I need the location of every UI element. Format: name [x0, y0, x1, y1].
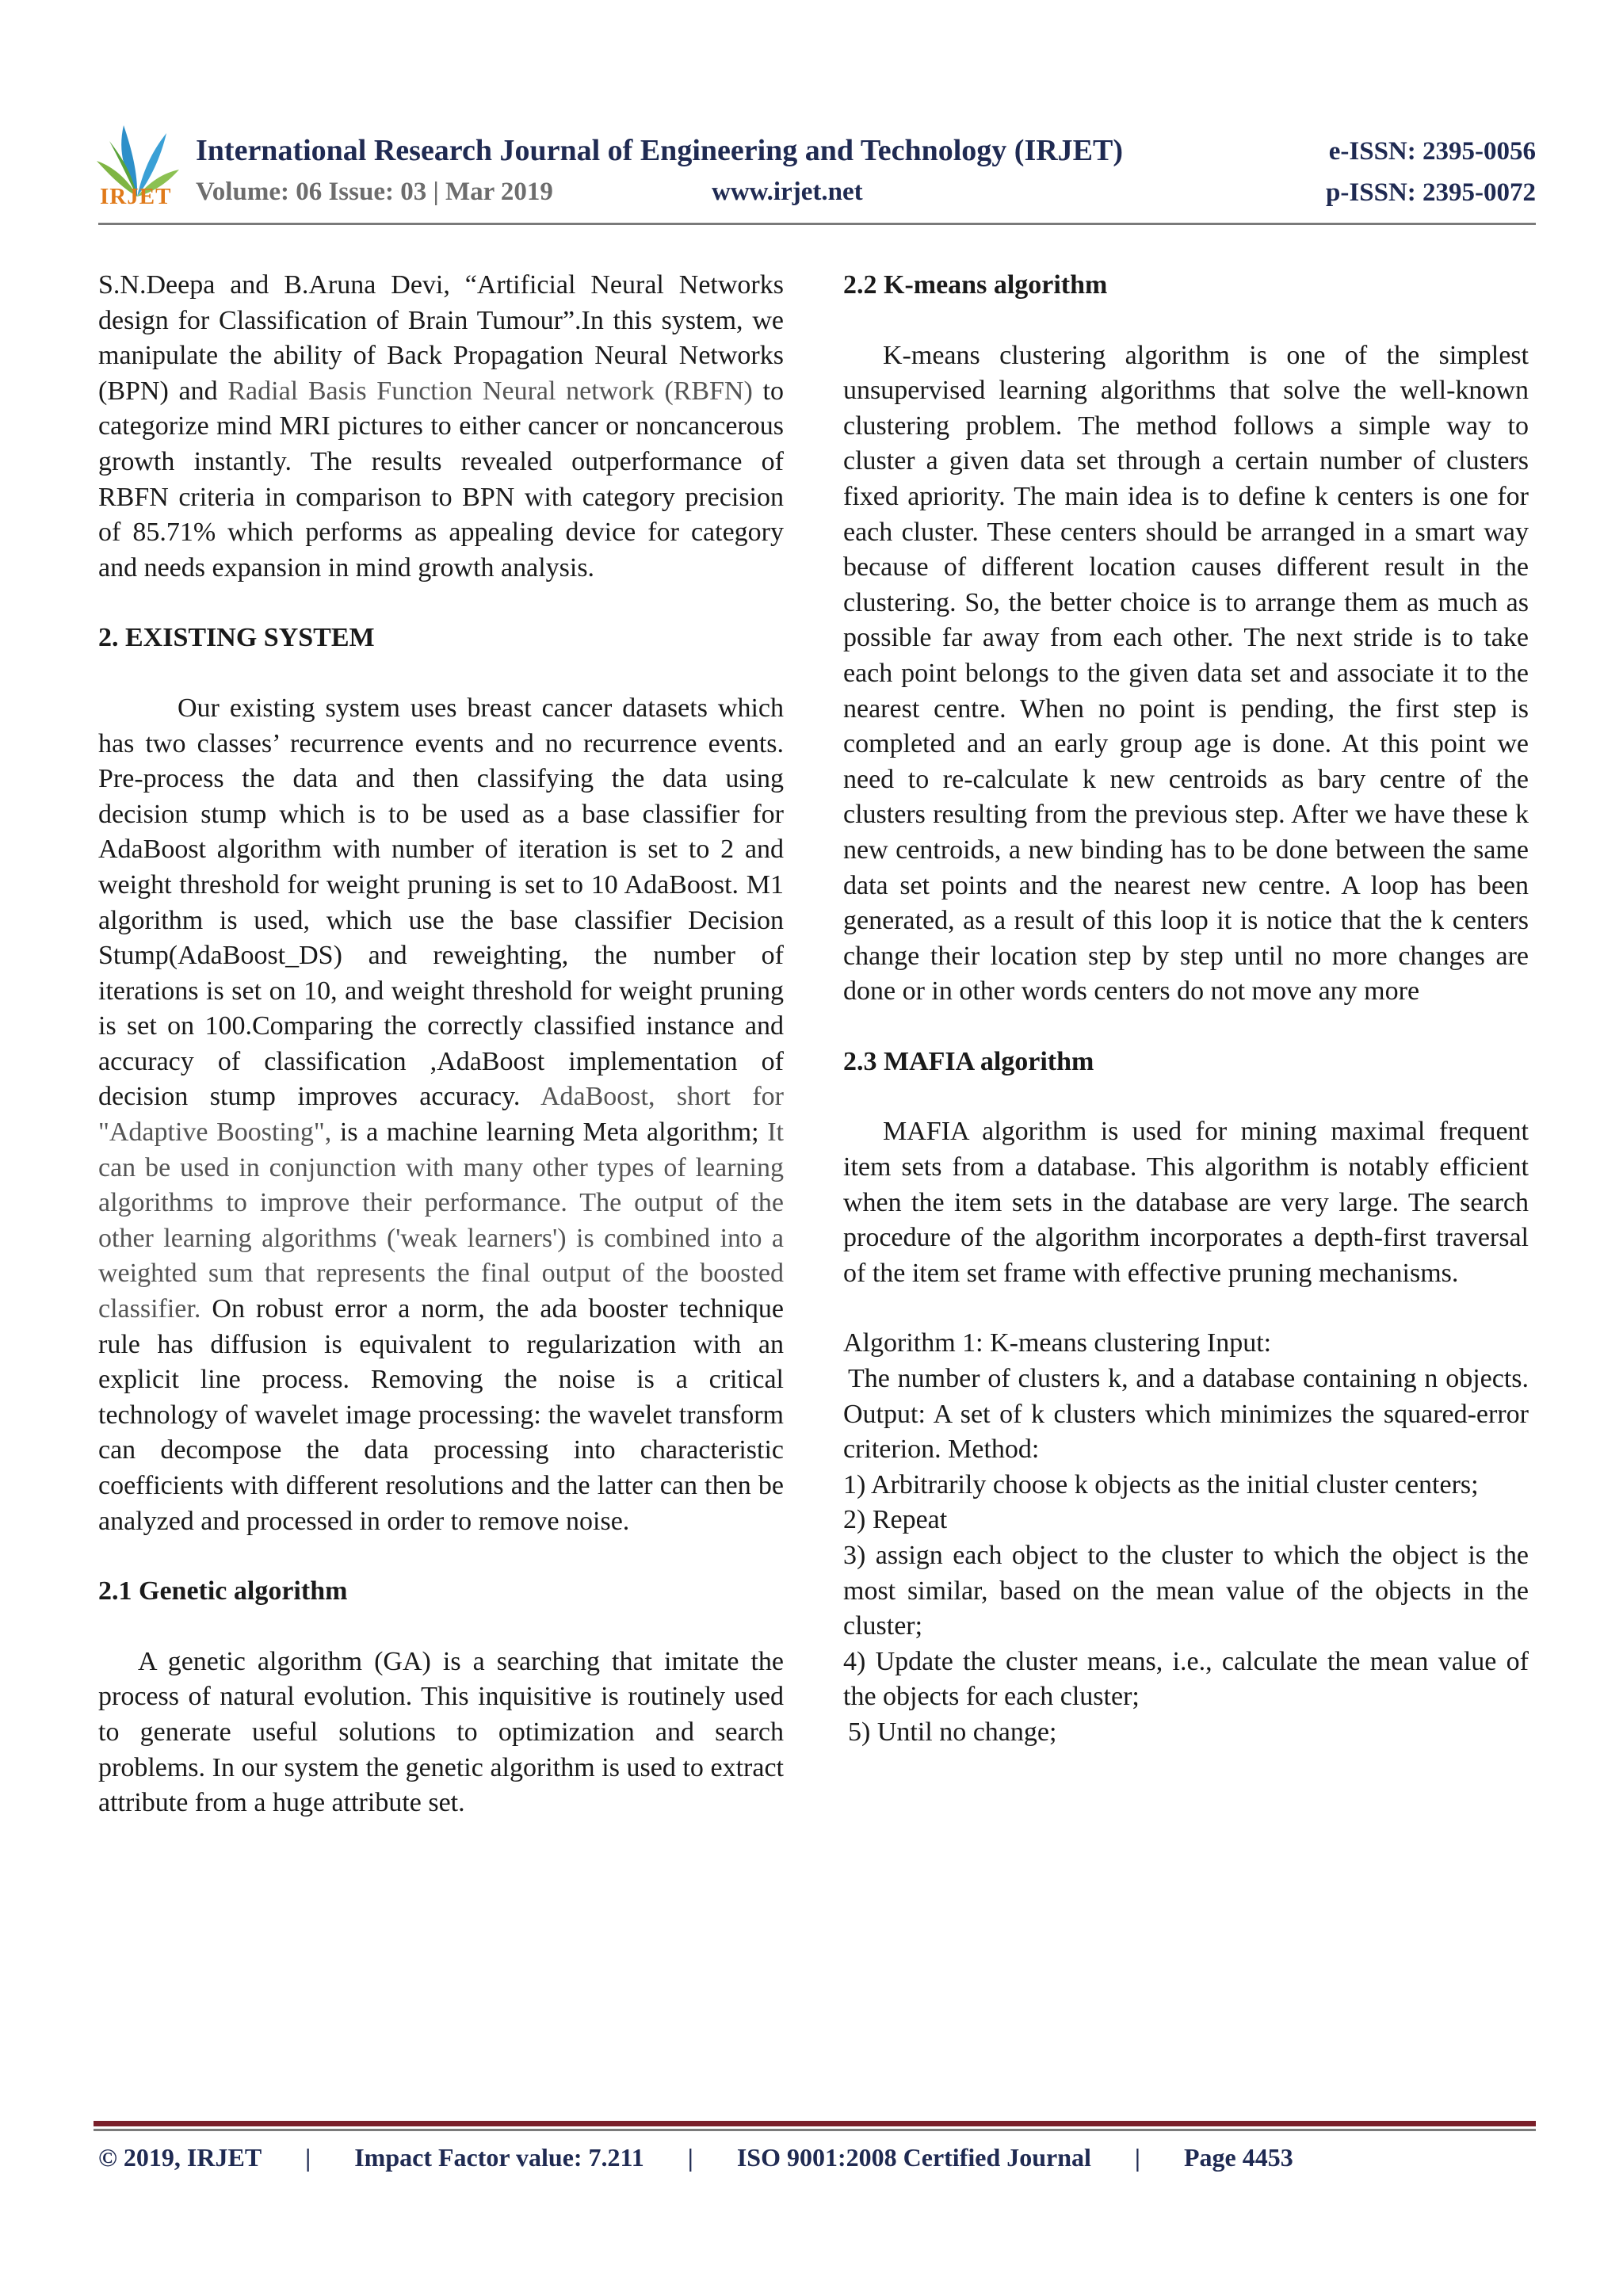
kmeans-paragraph: K-means clustering algorithm is one of the simplest unsupervised learning algorithms that solve the well-known clustering problem. The method follows a simple way to cluster a given data set through a certain number of clusters fixed apriority. The main idea is to define k centers is one for each cluster. These centers should be arranged in a smart way because of different location causes different result in the clustering. So, the better choice is to arrange them as much as possible far away from each other. The next stride is to take each point belongs to the given data set and associate it to the nearest centre. When no point is pending, the first step is completed and an early group age is done. At this point we need to re-calculate k new centroids as bary centre of the clusters resulting from the previous step. After we have these k new centroids, a new binding has to be done between the same data set points and the nearest new centre. A loop has been generated, as a result of this loop it is notice that the k centers change their location step by step until no more changes are done or in other words centers do not move any more [843, 340, 1529, 1007]
section-heading-mafia: 2.3 MAFIA algorithm [843, 1046, 1094, 1076]
page-footer [98, 2143, 1293, 2172]
ref-text-c: to categorize mind MRI pictures to either cancer or noncancerous growth instantly. The results revealed outperformance of RBFN criteria in comparison to BPN with category precision of 85.71% which performs as appealing device for category and needs expansion in mind growth analysis. [98, 376, 785, 583]
section-heading-existing: 2. EXISTING SYSTEM [98, 623, 375, 653]
footer-separator: | [1134, 2143, 1140, 2172]
existing-system-paragraph [98, 691, 784, 1539]
existing-text-d: It can be used in conjunction with many other types of learning algorithms to improve their performance. The output of the other learning algorithms ('weak learners') is combined into a weighted sum that represents the final output of the boosted classifier. [98, 1117, 784, 1324]
footer-divider-thick [94, 2121, 1536, 2126]
header-divider [98, 223, 1536, 225]
genetic-paragraph: A genetic algorithm (GA) is a searching that imitate the process of natural evolution. This inquisitive is routinely used to generate useful solutions to optimization and search problems. In our system the genetic algorithm is used to extract attribute from a huge attribute set. [98, 1646, 784, 1818]
journal-title: International Research Journal of Engineering and Technology (IRJET) [196, 134, 1124, 167]
p-issn: p-ISSN: 2395-0072 [1326, 178, 1536, 207]
logo-text: IRJET [100, 184, 172, 209]
volume-issue: Volume: 06 Issue: 03 | Mar 2019 [196, 178, 553, 206]
right-column [843, 268, 1529, 1751]
algorithm-input: The number of clusters k, and a database containing n objects. Output: A set of k clusters which minimizes the squared-error criterion. Method: [843, 1364, 1529, 1465]
ref-text-a: S.N.Deepa and B.Aruna Devi, “Artificial Neural Networks design for Classification of Brain Tumour”.In this system, we manipulate the ability of Back Propagation Neural Networks (BPN) and [98, 270, 784, 406]
section-heading-kmeans: 2.2 K-means algorithm [843, 270, 1108, 300]
footer-iso: ISO 9001:2008 Certified Journal [736, 2143, 1091, 2172]
algorithm-step: 5) Until no change; [848, 1717, 1057, 1747]
existing-text-b: AdaBoost, short for "Adaptive Boosting", [98, 1082, 784, 1148]
existing-text-e: On robust error a norm, the ada booster technique rule has diffusion is equivalent to regularization with an explicit line process. Removing the noise is a critical technology of wavelet image processing: the wavelet transform can decompose the data processing into characteristic coefficients with different resolutions and the latter can then be analyzed and processed in order to remove noise. [98, 1294, 784, 1536]
algorithm-block [843, 1326, 1529, 1750]
algorithm-step: 1) Arbitrarily choose k objects as the initial cluster centers; [843, 1469, 1479, 1499]
algorithm-step: 4) Update the cluster means, i.e., calculate the mean value of the objects for each cluster; [843, 1646, 1529, 1712]
reference-paragraph [98, 268, 784, 586]
journal-website: www.irjet.net [712, 178, 863, 206]
algorithm-title: Algorithm 1: K-means clustering Input: [843, 1328, 1272, 1358]
footer-divider-thin [94, 2129, 1536, 2131]
mafia-paragraph: MAFIA algorithm is used for mining maximal frequent item sets from a database. This algorithm is notably efficient when the item sets in the database are very large. The search procedure of the algorithm incorporates a depth-first traversal of the item set frame with effective pruning mechanisms. [843, 1117, 1529, 1288]
footer-separator: | [305, 2143, 311, 2172]
footer-impact-factor: Impact Factor value: 7.211 [354, 2143, 644, 2172]
existing-text-a: Our existing system uses breast cancer datasets which has two classes’ recurrence events and no recurrence events. Pre-process the data and then classifying the data using decision stump which is to be used as a base classifier for AdaBoost algorithm with number of iteration is set to 2 and weight threshold for weight pruning is set to 10 AdaBoost. M1 algorithm is used, which use the base classifier Decision Stump(AdaBoost_DS) and reweighting, the number of iterations is set on 10, and weight threshold for weight pruning is set on 100.Comparing the correctly classified instance and accuracy of classification ,AdaBoost implementation of decision stump improves accuracy. [98, 693, 784, 1112]
footer-page-number: Page 4453 [1183, 2143, 1293, 2172]
algorithm-step: 2) Repeat [843, 1505, 948, 1535]
algorithm-step: 3) assign each object to the cluster to which the object is the most similar, based on the mean value of the objects in the cluster; [843, 1541, 1529, 1641]
section-heading-genetic: 2.1 Genetic algorithm [98, 1576, 348, 1606]
left-column [98, 268, 784, 1821]
existing-text-c: is a machine learning Meta algorithm; [331, 1117, 768, 1148]
footer-separator: | [687, 2143, 693, 2172]
e-issn: e-ISSN: 2395-0056 [1328, 137, 1536, 166]
footer-copyright: © 2019, IRJET [98, 2143, 262, 2172]
ref-text-b: Radial Basis Function Neural network (RBFN) [227, 376, 753, 406]
